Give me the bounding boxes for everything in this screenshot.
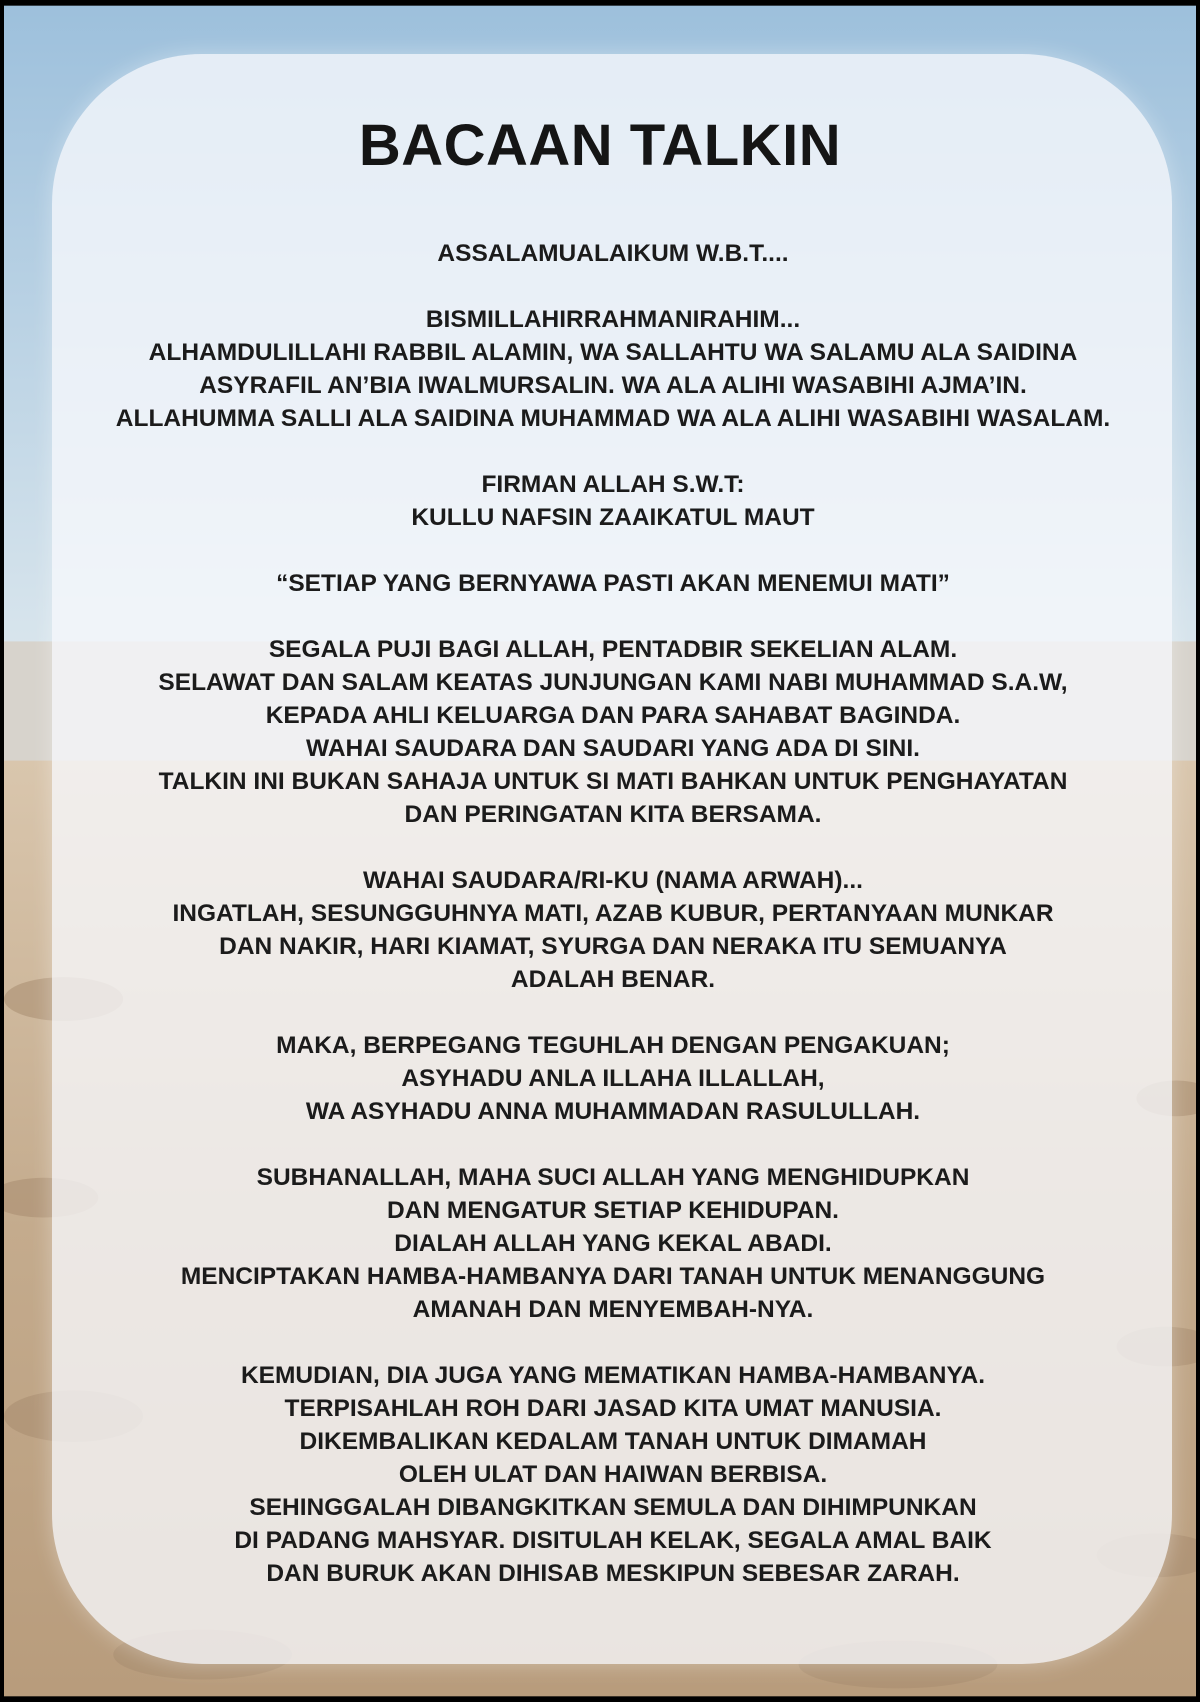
talkin-text (40, 237, 1186, 1590)
stanza (40, 633, 1186, 831)
text-line: ALLAHUMMA SALLI ALA SAIDINA MUHAMMAD WA ALA ALIHI WASABIHI WASALAM. (115, 405, 1111, 432)
text-line: KEPADA AHLI KELUARGA DAN PARA SAHABAT BAGINDA. (265, 702, 961, 729)
stanza (40, 1359, 1186, 1590)
text-line: WA ASYHADU ANNA MUHAMMADAN RASULULLAH. (305, 1098, 921, 1125)
text-line: AMANAH DAN MENYEMBAH-NYA. (412, 1296, 814, 1323)
stanza (40, 303, 1186, 435)
text-line: KEMUDIAN, DIA JUGA YANG MEMATIKAN HAMBA-HAMBANYA. (240, 1362, 986, 1389)
stanza (40, 468, 1186, 534)
text-line: ASSALAMUALAIKUM W.B.T.... (437, 240, 789, 267)
text-line: TALKIN INI BUKAN SAHAJA UNTUK SI MATI BAHKAN UNTUK PENGHAYATAN (158, 768, 1068, 795)
stanza (40, 237, 1186, 270)
text-line: MENCIPTAKAN HAMBA-HAMBANYA DARI TANAH UNTUK MENANGGUNG (180, 1263, 1046, 1290)
text-line: FIRMAN ALLAH S.W.T: (481, 471, 745, 498)
text-line: TERPISAHLAH ROH DARI JASAD KITA UMAT MANUSIA. (284, 1395, 942, 1422)
text-line: SEGALA PUJI BAGI ALLAH, PENTADBIR SEKELIAN ALAM. (268, 636, 958, 663)
stanza (40, 864, 1186, 996)
text-line: MAKA, BERPEGANG TEGUHLAH DENGAN PENGAKUAN; (276, 1032, 950, 1059)
text-line: SUBHANALLAH, MAHA SUCI ALLAH YANG MENGHIDUPKAN (256, 1164, 970, 1191)
text-line: SELAWAT DAN SALAM KEATAS JUNJUNGAN KAMI NABI MUHAMMAD S.A.W, (158, 669, 1068, 696)
text-line: DIKEMBALIKAN KEDALAM TANAH UNTUK DIMAMAH (299, 1428, 927, 1455)
text-line: WAHAI SAUDARA DAN SAUDARI YANG ADA DI SINI. (306, 735, 920, 762)
stanza (40, 567, 1186, 600)
stanza (40, 1029, 1186, 1128)
text-line: KULLU NAFSIN ZAAIKATUL MAUT (411, 504, 815, 531)
text-line: ASYRAFIL AN’BIA IWALMURSALIN. WA ALA ALIHI WASABIHI AJMA’IN. (199, 372, 1027, 399)
text-line: ASYHADU ANLA ILLAHA ILLALLAH, (401, 1065, 825, 1092)
text-line: ALHAMDULILLAHI RABBIL ALAMIN, WA SALLAHTU WA SALAMU ALA SAIDINA (148, 339, 1078, 366)
page-title: BACAAN TALKIN (358, 113, 842, 178)
stanza (40, 1161, 1186, 1326)
text-line: WAHAI SAUDARA/RI-KU (NAMA ARWAH)... (363, 867, 863, 894)
text-line: SEHINGGALAH DIBANGKITKAN SEMULA DAN DIHIMPUNKAN (249, 1494, 977, 1521)
text-line: OLEH ULAT DAN HAIWAN BERBISA. (398, 1461, 828, 1488)
text-line: ADALAH BENAR. (510, 966, 716, 993)
text-line: DAN PERINGATAN KITA BERSAMA. (404, 801, 822, 828)
text-line: BISMILLAHIRRAHMANIRAHIM... (425, 306, 801, 333)
text-line: DAN NAKIR, HARI KIAMAT, SYURGA DAN NERAKA ITU SEMUANYA (219, 933, 1007, 960)
text-line: DAN MENGATUR SETIAP KEHIDUPAN. (387, 1197, 839, 1224)
text-line: DAN BURUK AKAN DIHISAB MESKIPUN SEBESAR ZARAH. (266, 1560, 960, 1587)
text-line: “SETIAP YANG BERNYAWA PASTI AKAN MENEMUI MATI” (276, 570, 950, 597)
text-line: DI PADANG MAHSYAR. DISITULAH KELAK, SEGALA AMAL BAIK (234, 1527, 992, 1554)
text-line: INGATLAH, SESUNGGUHNYA MATI, AZAB KUBUR, PERTANYAAN MUNKAR (172, 900, 1054, 927)
text-line: DIALAH ALLAH YANG KEKAL ABADI. (394, 1230, 832, 1257)
